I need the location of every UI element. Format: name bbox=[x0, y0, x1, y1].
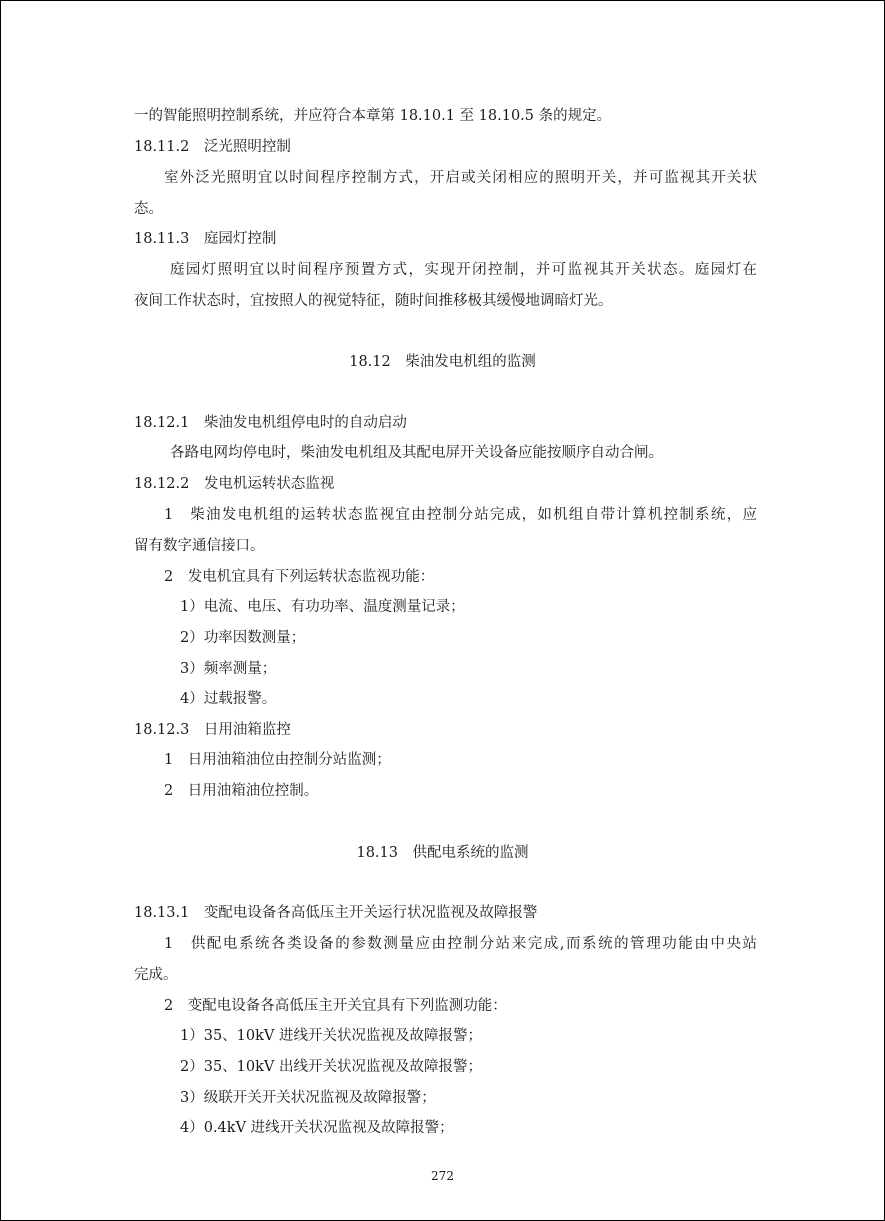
list-item: 1）电流、电压、有功功率、温度测量记录； bbox=[180, 599, 465, 615]
text-line: 留有数字通信接口。 bbox=[134, 538, 265, 554]
section-heading-18-12-3: 18.12.3 日用油箱监控 bbox=[134, 722, 291, 738]
text-line: 一的智能照明控制系统，并应符合本章第 18.10.1 至 18.10.5 条的规定。 bbox=[134, 108, 612, 124]
text-line: 态。 bbox=[134, 201, 163, 217]
chapter-heading-18-13 bbox=[0, 843, 885, 863]
heading-title: 供配电系统的监测 bbox=[412, 845, 529, 861]
section-heading-18-12-2: 18.12.2 发电机运转状态监视 bbox=[134, 476, 335, 492]
text-line: 2 变配电设备各高低压主开关宜具有下列监测功能： bbox=[164, 998, 507, 1014]
text-line: 1 供配电系统各类设备的参数测量应由控制分站来完成,而系统的管理功能由中央站 bbox=[164, 936, 757, 952]
text-line: 1 柴油发电机组的运转状态监视宜由控制分站完成，如机组自带计算机控制系统，应 bbox=[164, 507, 757, 523]
list-item: 2）35、10kV 出线开关状况监视及故障报警； bbox=[180, 1059, 482, 1075]
section-heading-18-11-2: 18.11.2 泛光照明控制 bbox=[134, 139, 291, 155]
list-item: 3）级联开关开关状况监视及故障报警； bbox=[180, 1090, 436, 1106]
text-line: 2 发电机宜具有下列运转状态监视功能： bbox=[164, 569, 435, 585]
text-line: 各路电网均停电时，柴油发电机组及其配电屏开关设备应能按顺序自动合闸。 bbox=[170, 445, 663, 461]
text-line: 室外泛光照明宜以时间程序控制方式，开启或关闭相应的照明开关，并可监视其开关状 bbox=[164, 170, 757, 186]
list-item: 1 日用油箱油位由控制分站监测； bbox=[164, 752, 391, 768]
page-number: 272 bbox=[431, 1169, 454, 1183]
list-item: 1）35、10kV 进线开关状况监视及故障报警； bbox=[180, 1028, 482, 1044]
section-heading-18-13-1: 18.13.1 变配电设备各高低压主开关运行状况监视及故障报警 bbox=[134, 905, 538, 921]
heading-title: 柴油发电机组的监测 bbox=[405, 354, 536, 370]
text-line: 完成。 bbox=[134, 967, 178, 983]
heading-number: 18.12 bbox=[349, 354, 391, 370]
list-item: 3）频率测量； bbox=[180, 661, 277, 677]
text-line: 夜间工作状态时，宜按照人的视觉特征，随时间推移极其缓慢地调暗灯光。 bbox=[134, 293, 613, 309]
list-item: 4）0.4kV 进线开关状况监视及故障报警； bbox=[180, 1120, 454, 1136]
list-item: 2 日用油箱油位控制。 bbox=[164, 783, 319, 799]
heading-number: 18.13 bbox=[356, 845, 398, 861]
chapter-heading-18-12 bbox=[0, 352, 885, 372]
list-item: 2）功率因数测量； bbox=[180, 630, 306, 646]
list-item: 4）过载报警。 bbox=[180, 691, 277, 707]
section-heading-18-12-1: 18.12.1 柴油发电机组停电时的自动启动 bbox=[134, 415, 407, 431]
section-heading-18-11-3: 18.11.3 庭园灯控制 bbox=[134, 231, 277, 247]
text-line: 庭园灯照明宜以时间程序预置方式，实现开闭控制，并可监视其开关状态。庭园灯在 bbox=[170, 262, 757, 278]
